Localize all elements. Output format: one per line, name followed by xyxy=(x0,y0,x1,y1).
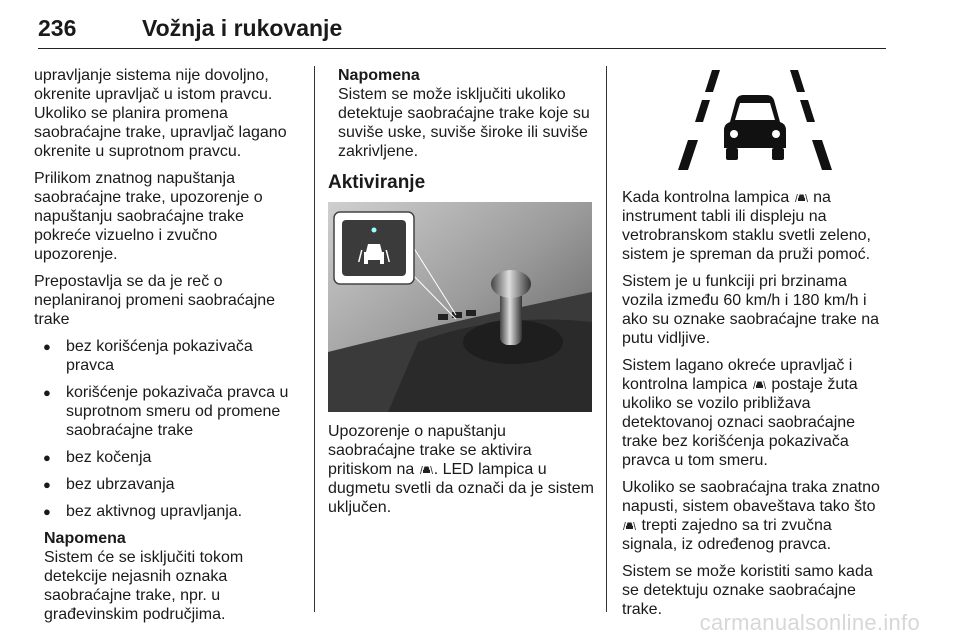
text-fragment: . LED lampica u dugmetu svetli da označi da je sistem uključen. xyxy=(328,461,594,516)
paragraph xyxy=(328,422,594,517)
paragraph: Sistem je u funkciji pri brzinama vozila između 60 km/h i 180 km/h i ako su oznake saobraćajne trake na putu vidljive. xyxy=(622,273,880,347)
lane-departure-icon xyxy=(622,519,637,531)
paragraph: upravljanje sistema nije dovoljno, okrenite upravljač u istom pravcu. Ukoliko se planira promena saobraćajne trake, upravljač lagano okrenite u suprotnom pravcu. xyxy=(34,67,287,160)
list-item: ● bez ubrzavanja xyxy=(34,475,296,494)
note-box xyxy=(328,66,594,161)
lane-departure-icon xyxy=(794,191,809,203)
bullet-list xyxy=(34,337,296,521)
column-left xyxy=(34,66,296,624)
text-fragment: Sistem lagano okreće upravljač i kontrolna lampica xyxy=(622,357,853,393)
paragraph xyxy=(622,478,888,554)
section-heading: Aktiviranje xyxy=(328,172,426,193)
paragraph xyxy=(622,188,888,264)
text-fragment: na instrument tabli ili displeju na vetrobranskom staklu svetli zeleno, sistem je spreman da pruži pomoć. xyxy=(622,189,871,263)
page-header xyxy=(38,10,886,49)
paragraph: Prepostavlja se da je reč o neplaniranoj promeni saobraćajne trake xyxy=(34,273,276,328)
dashboard-button-photo xyxy=(328,202,592,412)
text-fragment: postaje žuta ukoliko se vozilo približava detektovanoj oznaci saobraćajne trake bez korišćenja pokazivača pravca u tom smeru. xyxy=(622,376,858,469)
note-text: Sistem će se isključiti tokom detekcije nejasnih oznaka saobraćajne trake, npr. u građevinskim područjima. xyxy=(44,549,244,623)
text-fragment: Kada kontrolna lampica xyxy=(622,189,790,206)
text-fragment: Ukoliko se saobraćajna traka znatno napusti, sistem obaveštava tako što xyxy=(622,479,880,515)
column-right xyxy=(622,66,888,627)
paragraph xyxy=(622,356,888,470)
page-title: Vožnja i rukovanje xyxy=(142,15,343,41)
column-divider xyxy=(606,66,607,612)
note-title: Napomena xyxy=(338,67,420,84)
list-item: ● bez aktivnog upravljanja. xyxy=(34,502,296,521)
lane-departure-icon xyxy=(419,463,434,475)
note-box xyxy=(34,529,296,624)
page-number: 236 xyxy=(38,15,77,41)
lane-departure-icon xyxy=(752,378,767,390)
lane-departure-warning-icon xyxy=(622,66,884,174)
paragraph: Prilikom znatnog napuštanja saobraćajne trake, upozorenje o napuštanju saobraćajne trake pokreće vizuelno i zvučno upozorenje. xyxy=(34,170,263,263)
column-middle xyxy=(328,66,594,525)
text-fragment: Upozorenje o napuštanju saobraćajne trake se aktivira pritiskom na xyxy=(328,423,532,478)
list-item: ● bez kočenja xyxy=(34,448,296,467)
list-item: ● korišćenje pokazivača pravca u suprotnom smeru od promene saobraćajne trake xyxy=(34,383,296,440)
list-item: ● bez korišćenja pokazivača pravca xyxy=(34,337,296,375)
paragraph: Sistem se može koristiti samo kada se detektuju oznake saobraćajne trake. xyxy=(622,563,873,618)
note-text: Sistem se može isključiti ukoliko detektuje saobraćajne trake koje su suviše uske, suviše široke ili suviše zakrivljene. xyxy=(338,86,590,160)
note-title: Napomena xyxy=(44,530,126,547)
watermark: carmanualsonline.info xyxy=(699,610,920,635)
column-divider xyxy=(314,66,315,612)
text-fragment: trepti zajedno sa tri zvučna signala, iz određenog pravca. xyxy=(622,517,832,553)
